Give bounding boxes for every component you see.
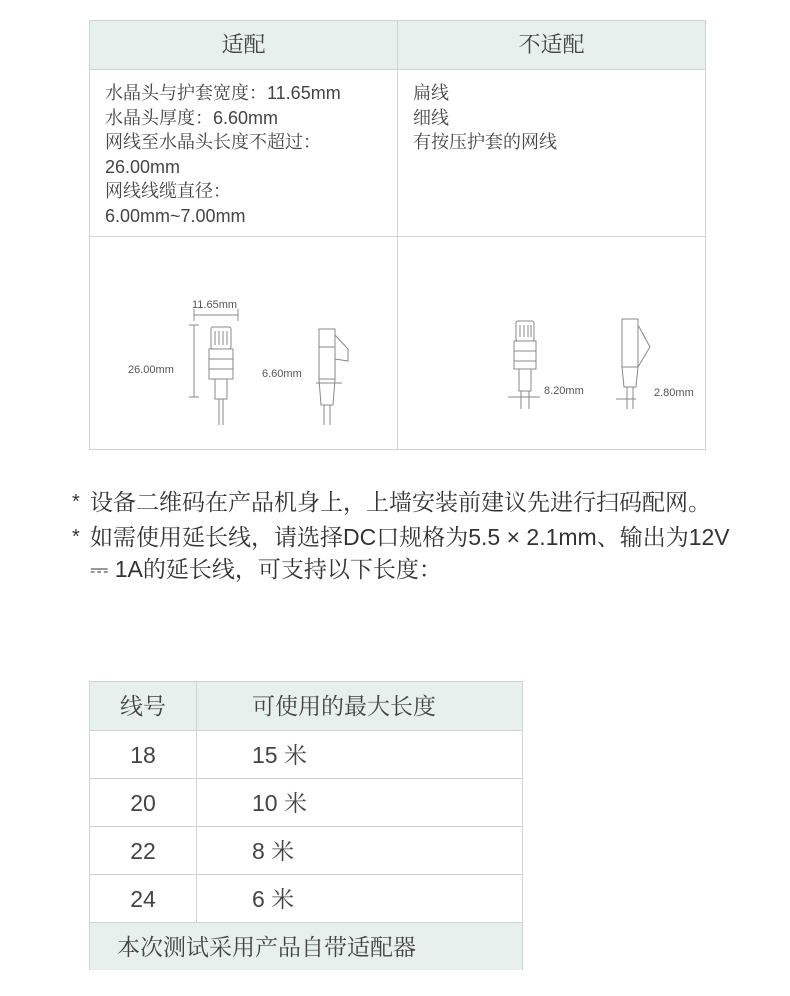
spec-line: 网线线缆直径： (105, 181, 231, 201)
length-cell: 10 米 (252, 790, 307, 816)
nofit-list (413, 81, 693, 155)
table-row (90, 874, 522, 922)
nofit-header: 不适配 (518, 32, 585, 57)
note-qr-code (72, 486, 732, 518)
notes (72, 486, 732, 588)
gauge-cell: 24 (130, 886, 156, 912)
length-label: 26.00mm (128, 364, 174, 376)
length-cell: 8 米 (252, 838, 295, 864)
cable-length-table (89, 681, 523, 970)
compatibility-table (89, 20, 706, 450)
spec-line: 水晶头厚度：6.60mm (105, 107, 279, 128)
width-label: 11.65mm (192, 299, 238, 311)
gauge-column-header: 线号 (120, 693, 166, 719)
nofit-thickness-label: 2.80mm (654, 387, 694, 399)
nofit-connector-diagram (398, 237, 705, 450)
asterisk-icon: * (72, 526, 80, 548)
fit-header: 适配 (221, 32, 266, 57)
length-cell: 15 米 (252, 742, 307, 768)
table-row (90, 778, 522, 826)
nofit-width-label: 8.20mm (544, 385, 584, 397)
note-extension-cable (72, 521, 732, 585)
spec-line: 网线至水晶头长度不超过： (105, 132, 321, 152)
spec-line: 26.00mm (105, 156, 181, 177)
nofit-item: 有按压护套的网线 (413, 132, 557, 152)
fit-specs (105, 81, 395, 228)
max-length-column-header: 可使用的最大长度 (252, 693, 436, 719)
fit-connector-diagram (90, 237, 397, 450)
thickness-label: 6.60mm (262, 368, 302, 380)
gauge-cell: 20 (130, 790, 156, 816)
nofit-item: 细线 (413, 107, 449, 128)
note-text: 如需使用延长线，请选择DC口规格为5.5 × 2.1mm、输出为12V ⎓ 1A的延长线，可支持以下长度： (90, 524, 730, 582)
nofit-item: 扁线 (413, 83, 449, 103)
asterisk-icon: * (72, 491, 80, 513)
table-row (90, 730, 522, 778)
length-table-header (90, 682, 522, 730)
spec-line: 6.00mm~7.00mm (105, 205, 246, 226)
footer-note: 本次测试采用产品自带适配器 (117, 934, 416, 960)
gauge-cell: 22 (130, 838, 156, 864)
length-table-footer (90, 922, 522, 970)
table-row (90, 826, 522, 874)
note-text: 设备二维码在产品机身上，上墙安装前建议先进行扫码配网。 (90, 489, 711, 515)
gauge-cell: 18 (130, 742, 156, 768)
length-cell: 6 米 (252, 886, 295, 912)
spec-line: 水晶头与护套宽度：11.65mm (105, 83, 341, 103)
column-divider (196, 682, 197, 922)
